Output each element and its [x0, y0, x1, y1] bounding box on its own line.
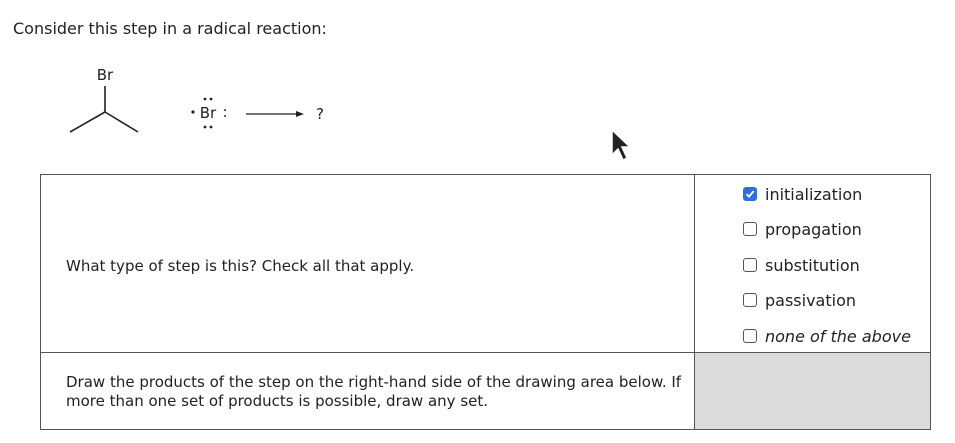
product-placeholder: ?	[316, 105, 324, 123]
reaction-scheme	[60, 60, 360, 150]
option-passivation[interactable]	[743, 289, 856, 311]
option-label: propagation	[765, 219, 862, 239]
option-none-of-the-above[interactable]	[743, 325, 911, 347]
drawing-area[interactable]	[695, 353, 930, 429]
radical-br-label: Br	[199, 104, 217, 122]
option-label: initialization	[765, 184, 863, 204]
lone-pair-top-dot	[210, 98, 213, 101]
bromine-radical	[191, 98, 227, 129]
lone-pair-bottom-dot	[210, 126, 213, 129]
reactant-br-label: Br	[96, 66, 114, 84]
option-initialization[interactable]	[743, 183, 862, 205]
question2-cell	[41, 353, 695, 429]
question-grid	[40, 174, 931, 430]
radical-lone-pair-colon: :	[222, 103, 228, 121]
option-label: substitution	[765, 255, 860, 275]
lone-pair-bottom-dot	[204, 126, 207, 129]
checkbox[interactable]	[743, 329, 757, 343]
option-propagation[interactable]	[743, 218, 862, 240]
question1-text: What type of step is this? Check all that apply.	[66, 257, 415, 275]
checkbox-checked[interactable]	[743, 187, 757, 201]
reaction-arrow	[246, 111, 304, 117]
question2-text: Draw the products of the step on the right-hand side of the drawing area below. If more than one set of products is possible, draw any set.	[66, 373, 682, 410]
option-substitution[interactable]	[743, 254, 860, 276]
question-prompt: Consider this step in a radical reaction:	[13, 19, 327, 38]
question1-cell	[41, 175, 695, 353]
lone-pair-top-dot	[204, 98, 207, 101]
checkbox[interactable]	[743, 293, 757, 307]
checkbox[interactable]	[743, 258, 757, 272]
checkbox[interactable]	[743, 222, 757, 236]
radical-electron-dot	[191, 110, 194, 113]
isopropyl-bromide-structure	[70, 86, 138, 132]
step-type-options	[695, 175, 930, 353]
option-label: passivation	[765, 290, 856, 310]
checkmark-icon	[745, 189, 755, 199]
mouse-pointer-icon	[610, 128, 636, 168]
option-label: none of the above	[765, 326, 911, 346]
